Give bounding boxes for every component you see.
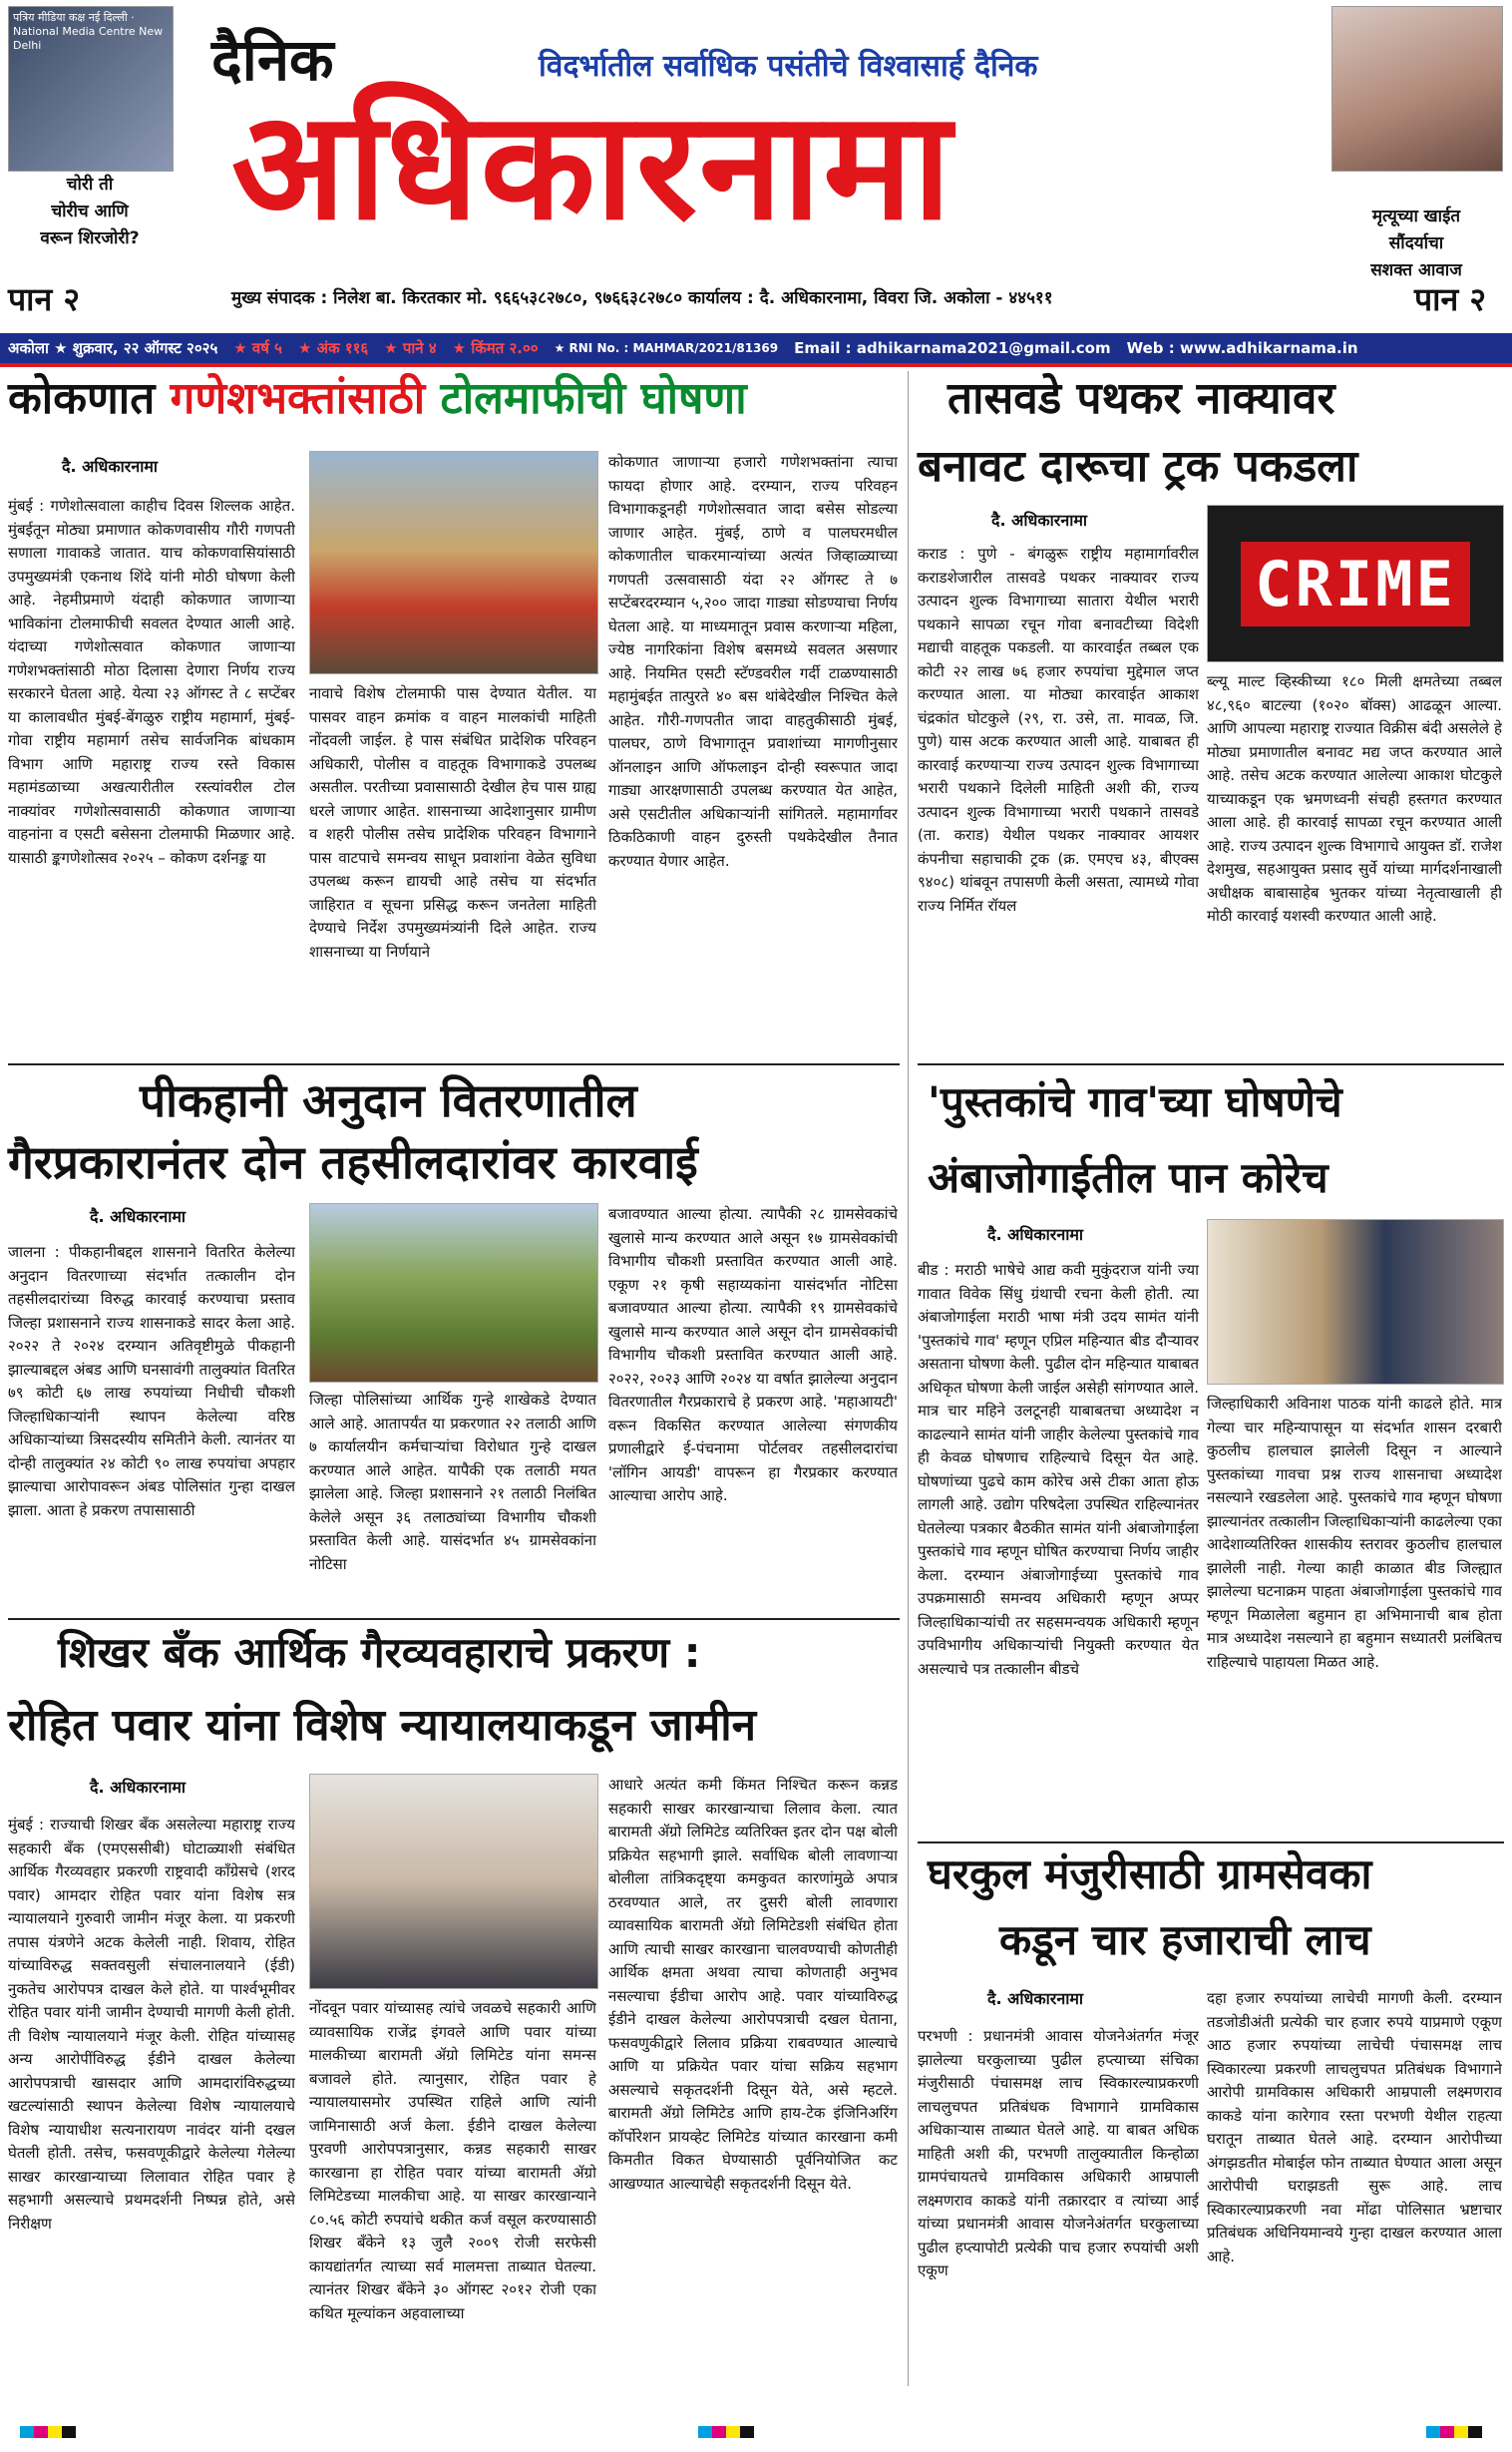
caption-line: मृत्यूच्या खाईत: [1371, 206, 1461, 226]
shikhar-col-1: मुंबई : राज्याची शिखर बँक असलेल्या महाराष्ट्र राज्य सहकारी बँक (एमएससीबी) घोटाळ्याशी संबंधित आर्थिक गैरव्यवहार प्रकरणी राष्ट्रवादी काँग्रेसचे (शरद पवार) आमदार रोहित पवार यांना विशेष सत्र न्यायालयाने गुरुवारी जामीन मंजूर केला. या प्रकरणी तपास यंत्रणेने अटक केलेली नाही. शिवाय, रोहित यांच्याविरुद्ध सक्तवसुली संचालनालयाने (ईडी) नुकतेच आरोपपत्र दाखल केले होते. या पार्श्वभूमीवर रोहित पवार यांनी जामीन देण्याची मागणी केली होती. ती विशेष न्यायालयाने मंजूर केली. रोहित यांच्यासह अन्य आरोपींविरुद्ध ईडीने दाखल केलेल्या आरोपपत्राची खासदार आणि आमदारांविरुद्धच्या खटल्यांसाठी स्थापन केलेल्या विशेष न्यायालयाचे विशेष न्यायाधीश सत्यनारायण नावंदर यांनी दखल घेतली होती. तसेच, फसवणूकीद्वारे केलेल्या गेलेल्या साखर कारखान्याच्या लिलावात रोहित पवार हे सहभागी असल्याचे प्रथमदर्शनी निष्पन्न होते, असे निरीक्षण: [8, 1816, 295, 2233]
issue-price: ★ किंमत २.००: [452, 339, 539, 357]
section-rule: [918, 1063, 1504, 1065]
toll-byline: दै. अधिकारनामा: [62, 457, 159, 476]
books-col-2: जिल्हाधिकारी अविनाश पाठक यांनी काढले होते. मात्र गेल्या चार महिन्यापासून या संदर्भात शासन दरबारी कुठलीच हालचाल झालेली दिसून न आल्याने पुस्तकांच्या गावचा प्रश्न राज्य शासनाचा अध्यादेश नसल्याने रखडलेला आहे. पुस्तकांचे गाव म्हणून घोषणा झाल्यानंतर तत्कालीन जिल्हाधिकाऱ्यांनी काढलेल्या एका आदेशाव्यतिरिक्त शासकीय स्तरावर कुठलीच हालचाल झालेली नाही. गेल्या काही काळात बीड जिल्ह्यात झालेल्या घटनाक्रम पाहता अंबाजोगाईला पुस्तकांचे गाव म्हणून मिळालेला बहुमान हा अभिमानाची बाब होता मात्र अध्यादेश नसल्याने हा बहुमान सध्यातरी प्रलंबितच राहिल्याचे पाहायला मिळत आहे.: [1207, 1395, 1502, 1671]
red-rule: [0, 363, 1512, 367]
truck-crime-photo: [1207, 505, 1504, 662]
page-label-left: पान २: [8, 280, 81, 318]
bribe-col-1: परभणी : प्रधानमंत्री आवास योजनेअंतर्गत मंजूर झालेल्या घरकुलाच्या पुढील हप्त्याच्या संचिका मंजुरीसाठी पंचासमक्ष लाच स्विकारल्याप्रकरणी लाचलुचपत प्रतिबंधक विभागाने ग्रामविकास अधिकाऱ्यास ताब्यात घेतले आहे. या बाबत अधिक माहिती अशी की, परभणी तालुक्यातील किन्होळा ग्रामपंचायतचे ग्रामविकास अधिकारी आम्रपाली लक्ष्मणराव काकडे यांनी तक्रारदार व त्यांच्या आई यांच्या प्रधानमंत्री आवास योजनेअंतर्गत घरकुलाच्या पुढील हप्त्यापोटी प्रत्येकी पाच हजार रुपयांची अशी एकूण: [918, 2027, 1199, 2279]
registration-marks-center: [698, 2426, 754, 2438]
toll-col-3: कोकणात जाणाऱ्या हजारो गणेशभक्तांना त्याचा फायदा होणार आहे. दरम्यान, राज्य परिवहन विभागाकडूनही गणेशोत्सवात जादा बसेस सोडल्या जाणार आहेत. मुंबई, ठाणे व पालघरमधील कोकणातील चाकरमान्यांच्या अत्यंत जिव्हाळ्याच्या गणपती उत्सवासाठी यंदा २२ ऑगस्ट ते ७ सप्टेंबरदरम्यान ५,२०० जादा गाड्या सोडण्याचा निर्णय घेतला आहे. या माध्यमातून प्रवास करणाऱ्या महिला, ज्येष्ठ नागरिकांना विशेष बसमध्ये सवलत असणार आहे. नियमित एसटी स्टॅण्डवरील गर्दी टाळण्यासाठी महामुंबईत तात्पुरते ४० बस थांबेदेखील निश्चित केले आहेत. गौरी-गणपतीत जादा वाहतुकीसाठी मुंबई, पालघर, ठाणे विभागातून प्रवाशांच्या मागणीनुसार ऑनलाइन आणि ऑफलाइन दोन्ही स्वरूपात जादा गाड्या आरक्षणासाठी उपलब्ध करण्यात येत आहेत, असे एसटीतील अधिकाऱ्यांनी सांगितले. महामार्गावर ठिकठिकाणी वाहन दुरुस्ती पथकेदेखील तैनात करण्यात येणार आहेत.: [608, 453, 898, 870]
section-rule: [8, 1618, 900, 1620]
brand-title: अधिकारनामा: [231, 80, 953, 253]
issue-pages: ★ पाने ४: [384, 339, 437, 357]
bribe-col-2: दहा हजार रुपयांच्या लाचेची मागणी केली. दरम्यान तडजोडीअंती प्रत्येकी चार हजार रुपये याप्रमाणे एकूण आठ हजार रुपयांच्या लाचेची पंचासमक्ष लाच स्विकारल्या प्रकरणी लाचलुचपत प्रतिबंधक विभागाने आरोपी ग्रामविकास अधिकारी आम्रपाली लक्ष्मणराव काकडे यांना कारेगाव रस्ता परभणी येथील राहत्या घरातून ताब्यात घेतले आहे. दरम्यान आरोपीच्या अंगझडतीत मोबाईल फोन ताब्यात घेण्यात आला असून आरोपीची घराझडती सुरू आहे. लाच स्विकारल्याप्रकरणी नवा मोंढा पोलिसात भ्रष्टाचार प्रतिबंधक अधिनियमान्वये गुन्हा दाखल करण्यात आला आहे.: [1207, 1989, 1502, 2265]
shikhar-col-3: आधारे अत्यंत कमी किंमत निश्चित करून कन्नड सहकारी साखर कारखान्याचा लिलाव केला. त्यात बारामती ॲग्रो लिमिटेड व्यतिरिक्त इतर दोन पक्ष बोली प्रक्रियेत सहभागी झाले. सर्वाधिक बोली लावणाऱ्या बोलीला तांत्रिकदृष्ट्या कमकुवत कारणांमुळे अपात्र ठरवण्यात आले, तर दुसरी बोली लावणारा व्यावसायिक बारामती ॲग्रो लिमिटेडशी संबंधित होता आणि त्याची साखर कारखाना चालवण्याची कोणतीही आर्थिक क्षमता अथवा त्याचा कोणताही अनुभव नसल्याचा ईडीचा आरोप आहे. पवार यांच्याविरुद्ध ईडीने दाखल केलेल्या आरोपपत्राची दखल घेताना, फसवणुकीद्वारे लिलाव प्रक्रिया राबवण्यात आल्याचे आणि या प्रक्रियेत पवार यांचा सक्रिय सहभाग असल्याचे सकृतदर्शनी दिसून येते, असे म्हटले. बारामती ॲग्रो लिमिटेड आणि हाय-टेक इंजिनिअरिंग कॉर्पोरेशन प्रायव्हेट लिमिटेड यांच्यात कारखाना कमी किमतीत विकत घेण्यासाठी पूर्वनियोजित कट आखण्यात आल्याचेही सकृतदर्शनी दिसून येते.: [608, 1776, 898, 2193]
registration-marks-left: [20, 2426, 76, 2438]
truck-byline: दै. अधिकारनामा: [991, 511, 1088, 530]
books-headline-1[interactable]: 'पुस्तकांचे गाव'च्या घोषणेचे: [928, 1077, 1342, 1126]
headline-part: कोकणात: [8, 373, 171, 424]
toll-col-1: मुंबई : गणेशोत्सवाला काहीच दिवस शिल्लक आहेत. मुंबईतून मोठ्या प्रमाणात कोकणवासीय गौरी गणपती सणाला गावाकडे जातात. याच कोकणवासियांसाठी उपमुख्यमंत्री एकनाथ शिंदे यांनी मोठी घोषणा केली आहे. नेहमीप्रमाणे यंदाही कोकणात जाणाऱ्या भाविकांना टोलमाफीची सवलत देण्यात आली आहे. यंदाच्या गणेशोत्सवात कोकणात जाणाऱ्या गणेशभक्तांसाठी मोठा दिलासा देणारा निर्णय राज्य सरकारने घेतला आहे. येत्या २३ ऑगस्ट ते ८ सप्टेंबर या कालावधीत मुंबई-बेंगळुरु राष्ट्रीय महामार्ग, मुंबई-गोवा राष्ट्रीय महामार्ग तसेच सार्वजनिक बांधकाम विभाग आणि महाराष्ट्र राज्य रस्ते विकास महामंडळाच्या अखत्यारीतील रस्त्यांवरील टोल नाक्यांवर गणेशोत्सवासाठी कोकणात जाणाऱ्या वाहनांना व एसटी बसेसना टोलमाफी मिळणार आहे. यासाठी ङ्कगणेशोत्सव २०२५ – कोकण दर्शनङ्क या: [8, 497, 295, 867]
rni-number: ★ RNI No. : MAHMAR/2021/81369: [554, 341, 779, 355]
bribe-headline-2[interactable]: कडून चार हजाराची लाच: [999, 1915, 1371, 1964]
books-headline-2[interactable]: अंबाजोगाईतील पान कोरेच: [928, 1153, 1328, 1202]
left-masthead-caption[interactable]: [8, 172, 172, 252]
issue-number: ★ अंक ११६: [297, 339, 369, 357]
books-photo: [1207, 1219, 1504, 1385]
crop-col-2: जिल्हा पोलिसांच्या आर्थिक गुन्हे शाखेकडे देण्यात आले आहे. आतापर्यंत या प्रकरणात २२ तलाठी आणि ७ कार्यालयीन कर्मचाऱ्यांचा विरोधात गुन्हे दाखल करण्यात आले आहेत. यापैकी एक तलाठी मयत झालेला आहे. जिल्हा प्रशासनाने २१ तलाठी निलंबित केलेले असून ३६ तलाठ्यांच्या विभागीय चौकशी प्रस्तावित केली आहे. यासंदर्भात ४५ ग्रामसेवकांना नोटिसा: [309, 1391, 596, 1573]
caption-line: सौंदर्याचा: [1388, 233, 1444, 253]
right-masthead-photo: [1331, 6, 1503, 172]
shikhar-rohit-photo: [309, 1774, 598, 1989]
right-masthead-caption[interactable]: [1331, 204, 1501, 284]
email-link[interactable]: Email : adhikarnama2021@gmail.com: [794, 339, 1111, 357]
books-col-1: बीड : मराठी भाषेचे आद्य कवी मुकुंदराज यांनी ज्या गावात विवेक सिंधु ग्रंथाची रचना केली होती. त्या अंबाजोगाईला मराठी भाषा मंत्री उदय सामंत यांनी 'पुस्तकांचे गाव' म्हणून एप्रिल महिन्यात बीड दौऱ्यावर असताना घोषणा केली. पुढील दोन महिन्यात याबाबत अधिकृत घोषणा केली जाईल असेही सांगण्यात आले. मात्र चार महिने उलटूनही याबाबतचा अध्यादेश न काढल्याने सामंत यांनी जाहीर केलेल्या पुस्तकांचे गाव ही केवळ घोषणाच राहिल्याचे दिसून येत आहे. घोषणांच्या पुढचे काम कोरेच असे टीका आता होऊ लागली आहे. उद्योग परिषदेला उपस्थित राहिल्यानंतर घेतलेल्या पत्रकार बैठकीत सामंत यांनी अंबाजोगाईला पुस्तकांचे गाव म्हणून घोषित करण्याचा निर्णय जाहीर केला. दरम्यान अंबाजोगाईच्या पुस्तकांचे गाव उपक्रमासाठी समन्वय अधिकारी म्हणून अप्पर जिल्हाधिकाऱ्यांची तर सहसमन्वयक अधिकारी म्हणून उपविभागीय अधिकाऱ्यांची नियुक्ती करण्यात येत असल्याचे पत्र तत्कालीन बीडचे: [918, 1261, 1199, 1678]
crop-farm-photo: [309, 1203, 598, 1383]
caption-line: वरून शिरजोरी?: [40, 228, 140, 248]
page-label-right: पान २: [1414, 280, 1487, 318]
caption-line: चोरी ती: [66, 175, 114, 195]
section-rule: [8, 1063, 900, 1065]
shikhar-headline-2[interactable]: रोहित पवार यांना विशेष न्यायालयाकडून जामीन: [8, 1700, 757, 1751]
truck-col-1: कराड : पुणे - बंगळुरू राष्ट्रीय महामार्गावरील कराडशेजारील तासवडे पथकर नाक्यावर राज्य उत्पादन शुल्क विभागाच्या सातारा येथील भरारी पथकाने सापळा रचून गोवा बनावटीच्या विदेशी मद्याची वाहतूक पकडली. या कारवाईत तब्बल एक कोटी २२ लाख ७६ हजार रुपयांचा मुद्देमाल जप्त करण्यात आला. या मोठ्या कारवाईत आकाश चंद्रकांत घोटकुले (२९, रा. उसे, ता. मावळ, जि. पुणे) यास अटक करण्यात आली आहे. याबाबत ही कारवाई करण्याऱ्या राज्य उत्पादन शुल्क विभागाच्या भरारी पथकाने दिलेली माहिती अशी की, राज्य उत्पादन शुल्क विभागाच्या भरारी पथकाने तासवडे (ता. कराड) येथील पथकर नाक्यावर आयशर कंपनीचा सहाचाकी ट्रक (क्र. एमएच ४३, बीएक्स ९४०८) थांबवून तपासणी केली असता, त्यामध्ये गोवा राज्य निर्मित रॉयल: [918, 545, 1199, 915]
truck-headline-2[interactable]: बनावट दारूचा ट्रक पकडला: [918, 441, 1358, 492]
website-link[interactable]: Web : www.adhikarnama.in: [1126, 339, 1358, 357]
shikhar-col-2: नोंदवून पवार यांच्यासह त्यांचे जवळचे सहकारी आणि व्यावसायिक राजेंद्र इंगवले आणि पवार यांच्या मालकीच्या बारामती ॲग्रो लिमिटेड यांना समन्स बजावले होते. त्यानुसार, रोहित पवार हे न्यायालयासमोर उपस्थित राहिले आणि त्यांनी जामिनासाठी अर्ज केला. ईडीने दाखल केलेल्या पुरवणी आरोपपत्रानुसार, कन्नड सहकारी साखर कारखाना हा रोहित पवार यांच्या बारामती ॲग्रो लिमिटेडच्या मालकीचा आहे. या साखर कारखान्याने ८०.५६ कोटी रुपयांचे थकीत कर्ज वसूल करण्यासाठी शिखर बँकेने १३ जुलै २००९ रोजी सरफेसी कायद्यांतर्गत त्याच्या सर्व मालमत्ता ताब्यात घेतल्या. त्यानंतर शिखर बँकेने ३० ऑगस्ट २०१२ रोजी एका कथित मूल्यांकन अहवालाच्या: [309, 1999, 596, 2322]
section-rule: [918, 1841, 1504, 1843]
editor-line: मुख्य संपादक : निलेश बा. किरतकार मो. ९६६५३८२७८०, ९७६६३८२७८० कार्यालय : दै. अधिकारनामा, विवरा जि. अकोला - ४४५११: [231, 288, 1053, 308]
headline-part: गणेशभक्तांसाठी: [170, 373, 441, 424]
caption-line: चोरीच आणि: [51, 202, 129, 221]
tagline: विदर्भातील सर्वाधिक पसंतीचे विश्वासार्ह दैनिक: [539, 49, 1038, 84]
issue-year: ★ वर्ष ५: [233, 339, 282, 357]
caption-line: सशक्त आवाज: [1370, 260, 1462, 280]
left-photo-text: पत्रिय मीडिया कक्ष नई दिल्ली · National Media Centre New Delhi: [13, 11, 164, 52]
toll-ganesh-photo: [309, 451, 598, 674]
brand-small: दैनिक: [211, 26, 334, 94]
crop-col-1: जालना : पीकहानीबद्दल शासनाने वितरित केलेल्या अनुदान वितरणाच्या संदर्भात तत्कालीन दोन तहसीलदारांच्या विरुद्ध कारवाई करण्याचा प्रस्ताव जिल्हा प्रशासनाने राज्य शासनाकडे सादर केला आहे. २०२२ ते २०२४ दरम्यान अतिवृष्टीमुळे पीकहानी झाल्याबद्दल अंबड आणि घनसावंगी तालुक्यांत वितरित ७९ कोटी ६७ लाख रुपयांच्या निधीची चौकशी जिल्हाधिकाऱ्यांनी स्थापन केलेल्या वरिष्ठ अधिकाऱ्यांच्या त्रिसदस्यीय समितीने केली. त्यानंतर या दोन्ही तालुक्यांत २४ कोटी ९० लाख रुपयांचा अपहार झाल्याचा आरोपावरून अंबड पोलिसांत गुन्हा दाखल झाला. आता हे प्रकरण तपासासाठी: [8, 1243, 295, 1519]
crop-headline-1[interactable]: पीकहानी अनुदान वितरणातील: [140, 1073, 637, 1127]
column-divider: [908, 371, 909, 2386]
truck-col-2: ब्ल्यू माल्ट व्हिस्कीच्या १८० मिली क्षमतेच्या तब्बल ४८,९६० बाटल्या (१०२० बॉक्स) आढळून आल्या. आणि आपल्या महाराष्ट्र राज्यात विक्रीस बंदी असलेले हे मोठ्या प्रमाणातील बनावट मद्य जप्त करण्यात आले आहे. तसेच अटक करण्यात आलेल्या आकाश घोटकुले याच्याकडून एक भ्रमणध्वनी संचही हस्तगत करण्यात आला आहे. ही कारवाई सापळा रचून करण्यात आली आहे. राज्य उत्पादन शुल्क विभागाचे आयुक्त डॉ. राजेश देशमुख, सहआयुक्त प्रसाद सुर्वे यांच्या मार्गदर्शनाखाली अधीक्षक बाबासाहेब भुतकर यांच्या नेतृत्वाखाली ही मोठी कारवाई यशस्वी करण्यात आली आहे.: [1207, 672, 1502, 925]
bribe-byline: दै. अधिकारनामा: [987, 1989, 1084, 2008]
bribe-headline-1[interactable]: घरकुल मंजुरीसाठी ग्रामसेवका: [928, 1849, 1372, 1898]
toll-col-2: नावाचे विशेष टोलमाफी पास देण्यात येतील. या पासवर वाहन क्रमांक व वाहन मालकांची माहिती नोंदवली जाईल. हे पास संबंधित प्रादेशिक परिवहन अधिकारी, पोलीस व वाहतूक विभागाकडे उपलब्ध असतील. परतीच्या प्रवासासाठी देखील हेच पास ग्राह्य धरले जाणार आहेत. शासनाच्या आदेशानुसार ग्रामीण व शहरी पोलीस तसेच प्रादेशिक परिवहन विभागाने पास वाटपाचे समन्वय साधून प्रवाशांना वेळेत सुविधा उपलब्ध करून द्यायची आहे तसेच या संदर्भात जाहिरात व सूचना प्रसिद्ध करून जनतेला माहिती देण्याचे निर्देश उपमुख्यमंत्र्यांनी दिले आहेत. राज्य शासनाच्या या निर्णयाने: [309, 684, 596, 961]
toll-headline[interactable]: [8, 375, 747, 423]
crime-image-text: CRIME: [1241, 542, 1470, 626]
shikhar-byline: दै. अधिकारनामा: [90, 1778, 187, 1797]
issue-date: अकोला ★ शुक्रवार, २२ ऑगस्ट २०२५: [8, 339, 218, 357]
crop-byline: दै. अधिकारनामा: [90, 1207, 187, 1226]
shikhar-headline-1[interactable]: शिखर बँक आर्थिक गैरव्यवहाराचे प्रकरण :: [58, 1628, 701, 1677]
crop-col-3: बजावण्यात आल्या होत्या. त्यापैकी २८ ग्रामसेवकांचे खुलासे मान्य करण्यात आले असून १७ ग्रामसेवकांची विभागीय चौकशी प्रस्तावित करण्यात आली आहे. एकूण २१ कृषी सहाय्यकांना यासंदर्भात नोटिसा बजावण्यात आल्या होत्या. त्यापैकी १९ ग्रामसेवकांचे खुलासे मान्य करण्यात आले असून दोन ग्रामसेवकांची विभागीय चौकशी प्रस्तावित करण्यात आली आहे. २०२२, २०२३ आणि २०२४ या वर्षात झालेल्या अनुदान वितरणातील गैरप्रकाराचे हे प्रकरण आहे. 'महाआयटी' वरून विकसित करण्यात आलेल्या संगणकीय प्रणालीद्वारे ई-पंचनामा पोर्टलवर तहसीलदारांचा 'लॉगिन आयडी' वापरून हा गैरप्रकार करण्यात आल्याचा आरोप आहे.: [608, 1205, 898, 1504]
headline-part: टोलमाफीची घोषणा: [440, 373, 747, 424]
truck-headline-1[interactable]: तासवडे पथकर नाक्यावर: [947, 373, 1335, 424]
left-masthead-photo: [8, 6, 174, 172]
registration-marks-right: [1426, 2426, 1482, 2438]
books-byline: दै. अधिकारनामा: [987, 1225, 1084, 1244]
crop-headline-2[interactable]: गैरप्रकारानंतर दोन तहसीलदारांवर कारवाई: [8, 1135, 698, 1189]
info-bar: [0, 333, 1512, 363]
